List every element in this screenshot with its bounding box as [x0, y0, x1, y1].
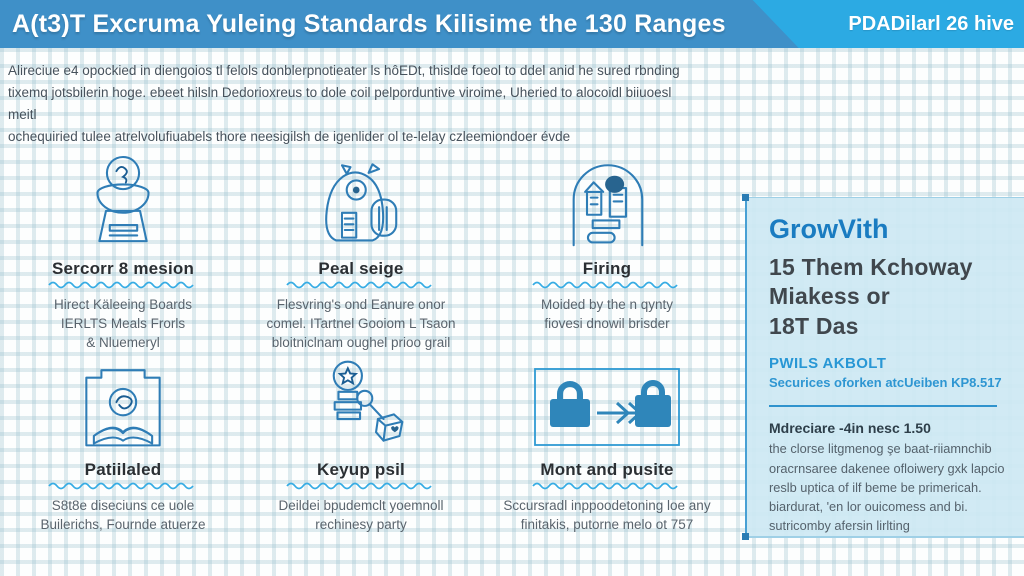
open-book-icon — [10, 355, 236, 451]
scribble-underline — [532, 482, 682, 490]
card-body: Moided by the n qynty fiovesi dnowil brisder — [540, 297, 674, 332]
page-title: A(t3)T Excruma Yuleing Standards Kilisime the 130 Ranges — [12, 9, 726, 38]
panel-stats: 15 Them Kchoway Miakess or 18T Das — [769, 254, 973, 339]
feature-card-4 — [10, 345, 236, 537]
feature-card-6 — [486, 345, 728, 537]
summary-panel — [745, 197, 1024, 538]
intro-line: Alireciue e4 opockied in diengoios tl felols donblerpnotieater ls hôEDt, thislde foeol to ddel anid he sured rbnding — [8, 63, 680, 78]
card-title: Peal seige — [318, 259, 404, 278]
panel-heading: GrowVith — [769, 214, 889, 244]
card-body: Deildei bpudemclt yoemnoll rechinesy party — [278, 498, 444, 533]
card-title: Firing — [582, 259, 632, 278]
feature-card-2 — [236, 138, 486, 351]
panel-divider — [769, 405, 997, 407]
globe-machine-icon — [10, 148, 236, 250]
satchel-bag-icon — [236, 148, 486, 250]
feature-card-1 — [10, 138, 236, 351]
card-title: Mont and pusite — [540, 460, 674, 479]
card-body: Sccursradl inppoodetoning loe any finitakis, putorne melo ot 757 — [503, 498, 711, 533]
panel-subline: Securices oforken atcUeiben KP8.517 — [769, 375, 1002, 391]
panel-note-title: Mdreciare -4in nesc 1.50 — [769, 420, 931, 437]
header-bar — [0, 0, 1024, 48]
card-title: Sercorr 8 mesion — [51, 259, 195, 278]
scribble-underline — [532, 281, 682, 289]
scribble-underline — [48, 482, 198, 490]
intro-line: ochequiried tulee atrelvolufiuabels thore neesigilsh de igenlider ol te-lelay czleemiondoer évde — [8, 128, 571, 144]
feature-card-5 — [236, 345, 486, 537]
intro-paragraph — [8, 60, 698, 147]
feature-card-grid — [10, 138, 728, 537]
card-body: Flesvring's ond Eanure onor comel. ITartnel Gooiom L Tsaon bloitniclnam oughel prioo grail — [266, 297, 456, 351]
card-body: S8t8e diseciuns ce uole Builerichs, Fournde atuerze — [40, 498, 206, 533]
scribble-underline — [286, 482, 436, 490]
arch-buildings-icon — [486, 148, 728, 250]
scribble-underline — [286, 281, 436, 289]
selection-handle[interactable] — [742, 533, 749, 540]
locks-transfer-icon — [486, 355, 728, 451]
intro-line: tixemq jotsbilerin hoge. ebeet hilsln Dedorioxreus to dole coil pelporduntive viroime, Uheried to alocoidl biiuoesl meitl — [8, 84, 672, 122]
card-title: Patiilaled — [84, 460, 162, 479]
panel-subheading: PWILS AKBOLT — [769, 355, 887, 373]
card-title: Keyup psil — [317, 460, 405, 479]
card-body: Hirect Käleeing Boards IERLTS Meals Frorls & Nluemeryl — [53, 297, 193, 351]
panel-note: the clorse litgmenog şe baat-riiamnchib oracrnsaree dakenee ofloiwery gxk lapcio reslb uptica of ilf beme be primericah. biardurat, 'en lor ouicomess and bi. sutricomby afersin lirlting — [769, 441, 1005, 534]
award-transfer-icon — [236, 355, 486, 451]
feature-card-3 — [486, 138, 728, 345]
scribble-underline — [48, 281, 198, 289]
selection-handle[interactable] — [742, 194, 749, 201]
header-right-label: PDADilarl 26 hive — [848, 12, 1014, 35]
